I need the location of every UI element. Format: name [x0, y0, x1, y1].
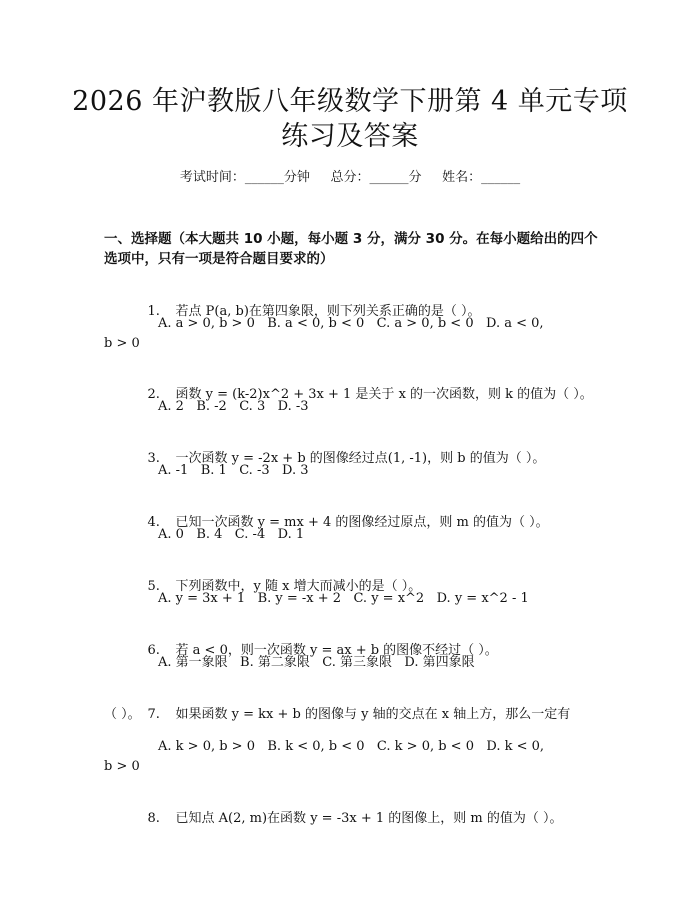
question-stem: 一次函数 y = -2x + b 的图像经过点(1, -1)，则 b 的值为（ ）。 — [175, 451, 546, 466]
exam-info-line: 考试时间：______分钟 总分：______分 姓名：______ — [179, 170, 521, 185]
question-2-options: A. 2 B. -2 C. 3 D. -3 — [158, 399, 309, 414]
question-number: 1. — [147, 304, 160, 319]
question-5-options: A. y = 3x + 1 B. y = -x + 2 C. y = x^2 D. y = x^2 - 1 — [158, 591, 529, 606]
document-title-line-1: 2026 年沪教版八年级数学下册第 4 单元专项 — [72, 86, 628, 117]
question-7 — [131, 685, 570, 745]
question-stem: 函数 y = (k-2)x^2 + 3x + 1 是关于 x 的一次函数，则 k 的值为（ ）。 — [175, 387, 593, 402]
question-3-options: A. -1 B. 1 C. -3 D. 3 — [158, 463, 309, 478]
question-number: 3. — [147, 451, 160, 466]
question-stem: 如果函数 y = kx + b 的图像与 y 轴的交点在 x 轴上方，那么一定有 — [175, 707, 571, 722]
question-stem: 已知一次函数 y = mx + 4 的图像经过原点，则 m 的值为（ ）。 — [175, 515, 549, 530]
question-1-options: A. a > 0, b > 0 B. a < 0, b < 0 C. a > 0, b < 0 D. a < 0, — [158, 316, 544, 331]
question-8 — [131, 789, 562, 849]
question-number: 5. — [147, 579, 160, 594]
question-7-options-continued: b > 0 — [104, 759, 140, 774]
question-number: 6. — [147, 643, 160, 658]
question-7-options: A. k > 0, b > 0 B. k < 0, b < 0 C. k > 0, b < 0 D. k < 0, — [158, 739, 545, 754]
document-title-line-2: 练习及答案 — [281, 121, 419, 152]
section-heading-line-1: 一、选择题（本大题共 10 小题，每小题 3 分，满分 30 分。在每小题给出的四个 — [104, 231, 598, 247]
question-number: 2. — [147, 387, 160, 402]
question-1-options-continued: b > 0 — [104, 336, 140, 351]
question-stem: 下列函数中，y 随 x 增大而减小的是（ ）。 — [175, 579, 422, 594]
question-4-options: A. 0 B. 4 C. -4 D. 1 — [158, 527, 305, 542]
question-number: 7. — [147, 707, 160, 722]
question-stem: 若 a < 0，则一次函数 y = ax + b 的图像不经过（ ）。 — [175, 643, 498, 658]
question-6-options: A. 第一象限 B. 第二象限 C. 第三象限 D. 第四象限 — [158, 655, 475, 670]
question-stem: 若点 P(a, b)在第四象限，则下列关系正确的是（ ）。 — [175, 304, 481, 319]
question-stem: 已知点 A(2, m)在函数 y = -3x + 1 的图像上，则 m 的值为（ ）。 — [175, 811, 563, 826]
question-number: 4. — [147, 515, 160, 530]
question-7-stem-continued: （ ）。 — [104, 707, 141, 722]
section-heading-line-2: 选项中，只有一项是符合题目要求的） — [104, 251, 334, 267]
question-number: 8. — [147, 811, 160, 826]
